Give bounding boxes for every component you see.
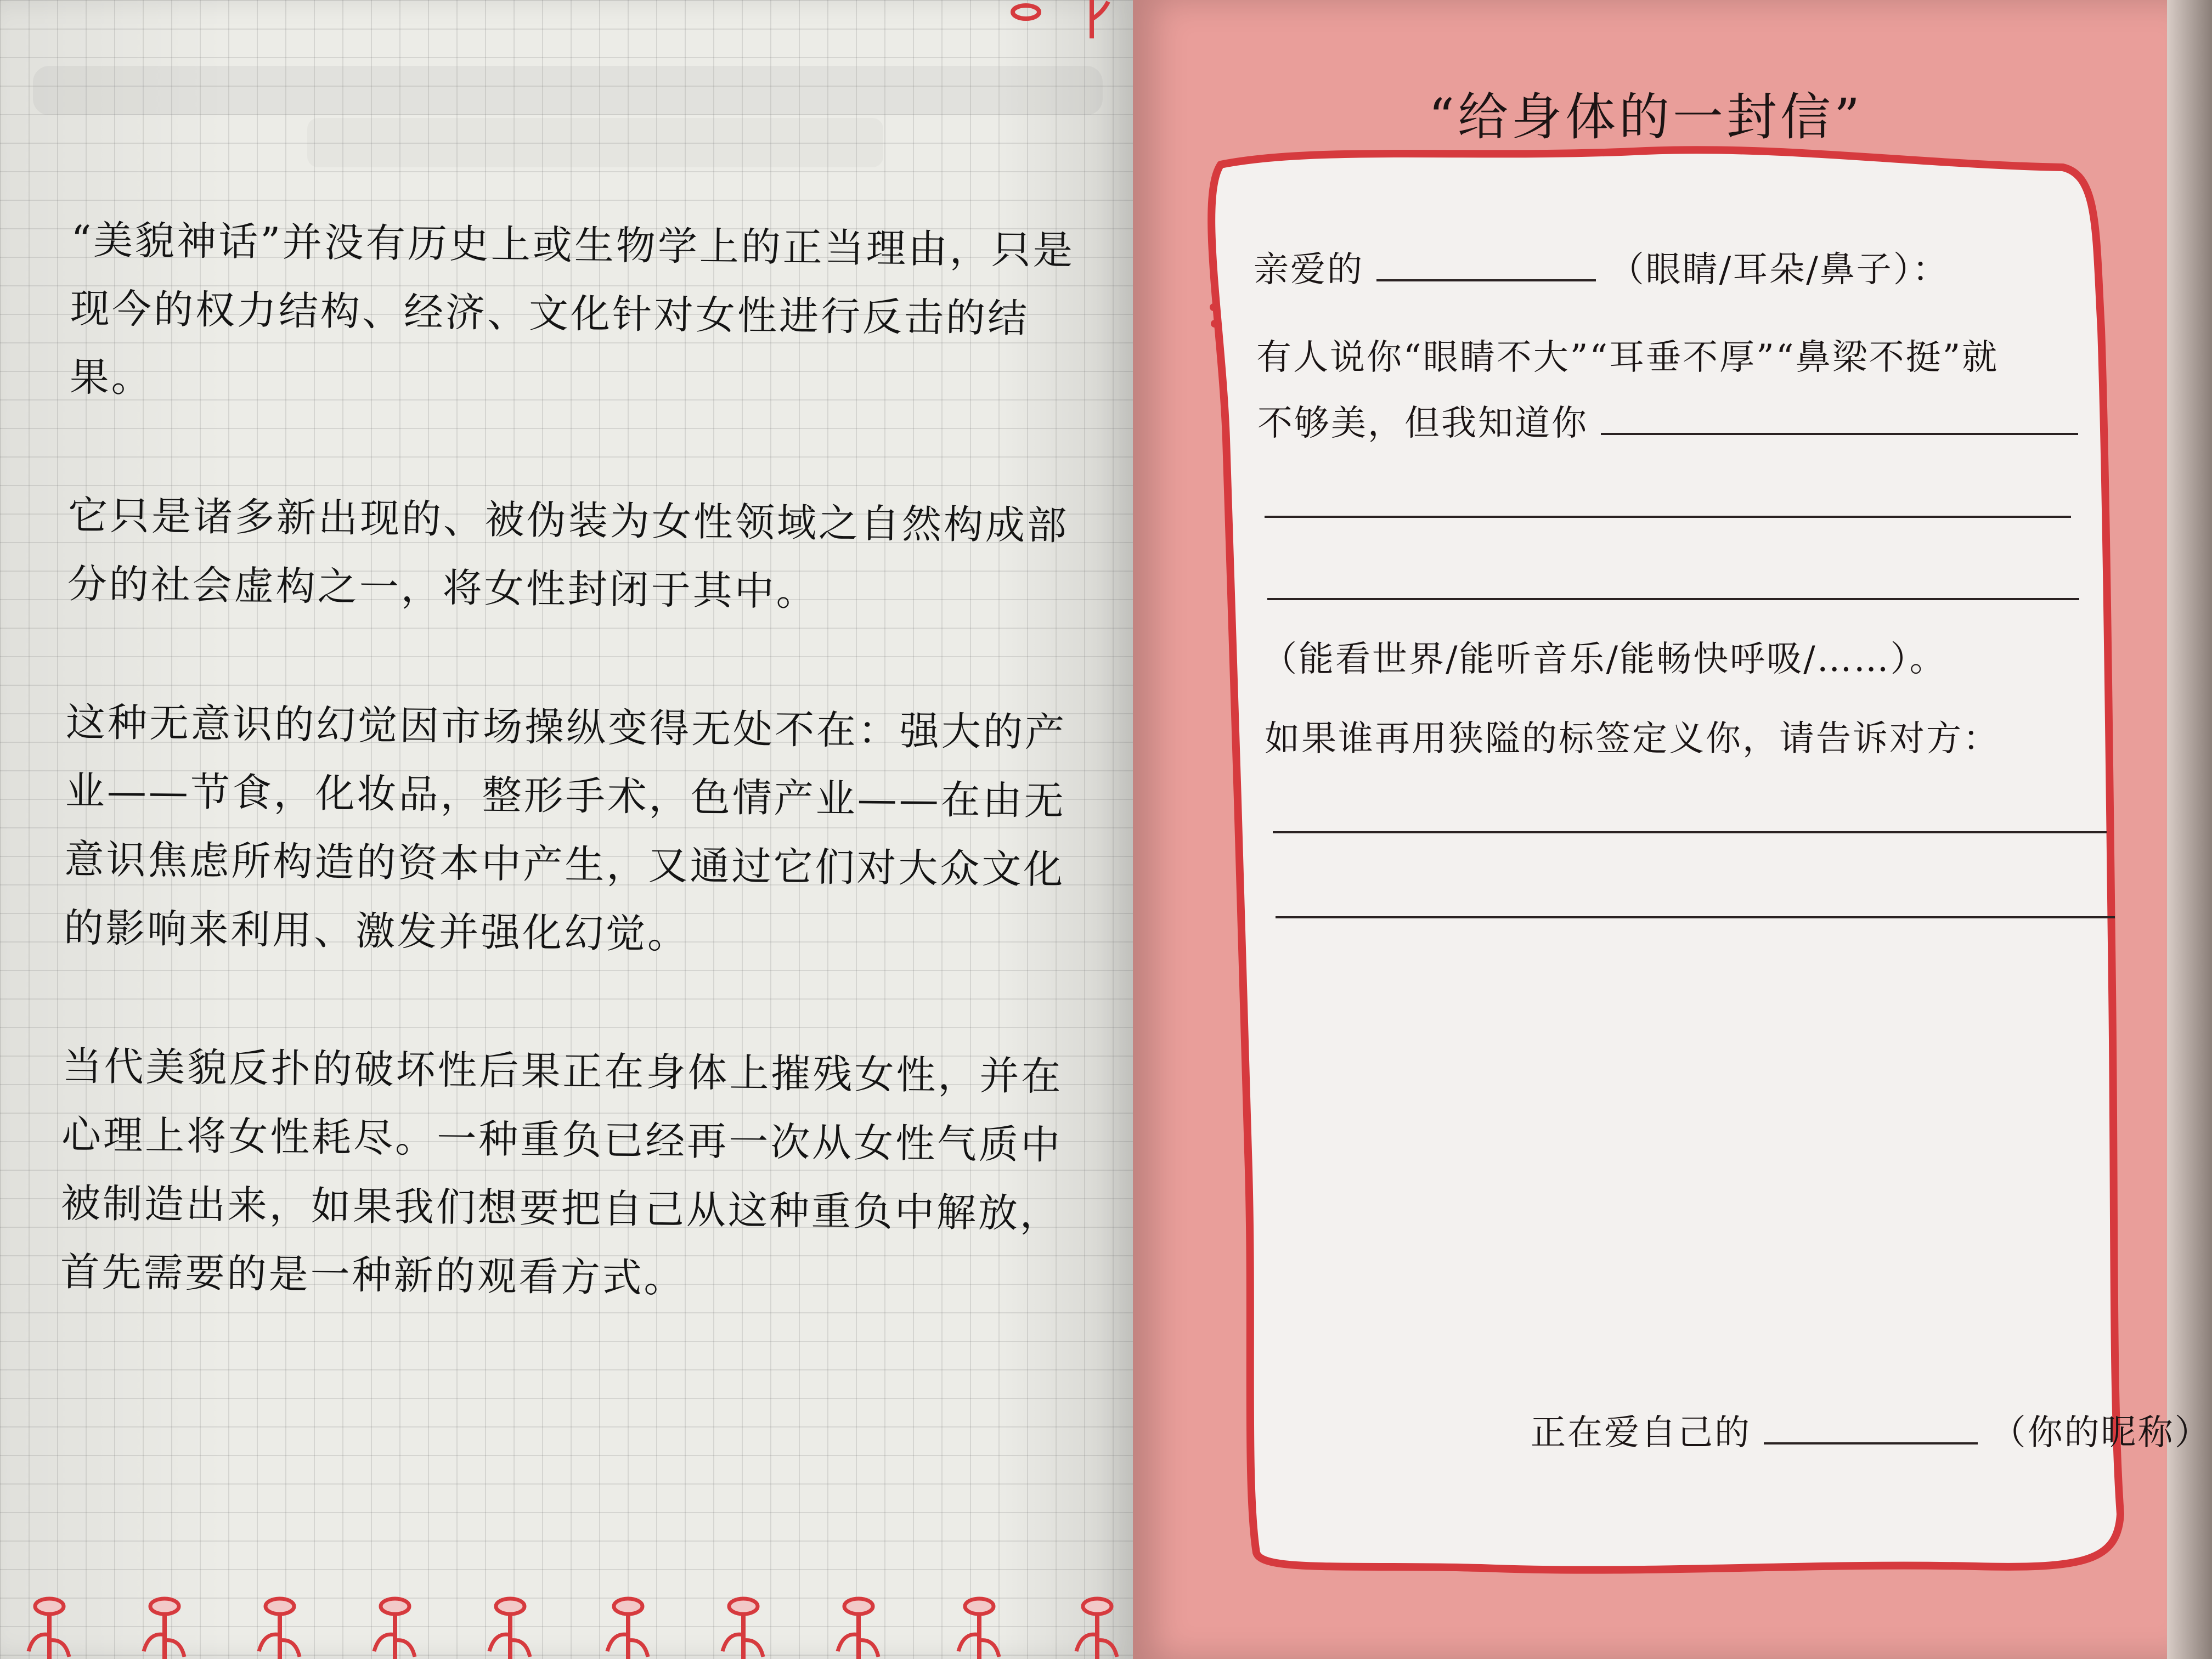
essay-paragraph: 这种无意识的幻觉因市场操纵变得无处不在：强大的产业——节食，化妆品，整形手术，色情产业——在由无意识焦虑所构造的资本中产生，又通过它们对大众文化的影响来利用、激发并强化幻觉。 xyxy=(63,698,1067,957)
hint-text: （能看世界/能听音乐/能畅快呼吸/……）。 xyxy=(1262,639,1946,680)
body-part-blank[interactable] xyxy=(1376,279,1596,281)
praise-label: 不够美，但我知道你 xyxy=(1257,403,1588,444)
writing-line[interactable] xyxy=(1273,831,2107,833)
nickname-blank[interactable] xyxy=(1764,1442,1978,1444)
signature-line xyxy=(1531,1404,2211,1455)
letter-title: “给身体的一封信” xyxy=(1428,88,1864,146)
writing-line[interactable] xyxy=(1267,598,2079,600)
salutation-label: 亲爱的 xyxy=(1254,250,1364,290)
signature-label: 正在爱自己的 xyxy=(1531,1413,1751,1453)
essay-paragraph: 它只是诸多新出现的、被伪装为女性领域之自然构成部分的社会虚构之一，将女性封闭于其中。 xyxy=(67,492,1069,615)
writing-line[interactable] xyxy=(1276,916,2115,918)
letter-line: 如果谁再用狭隘的标签定义你，请告诉对方： xyxy=(1265,719,2000,759)
essay-paragraph: 当代美貌反扑的破坏性后果正在身体上摧残女性，并在心理上将女性耗尽。一种重负已经再一次从女性气质中被制造出来，如果我们想要把自己从这种重负中解放，首先需要的是一种新的观看方式。 xyxy=(60,1042,1063,1301)
salutation-line xyxy=(1254,241,1949,292)
essay-paragraph: “美貌神话”并没有历史上或生物学上的正当理由，只是现今的权力结构、经济、文化针对女性进行反击的结果。 xyxy=(69,216,1075,401)
salutation-options: （眼睛/耳朵/鼻子）： xyxy=(1609,250,1949,290)
writing-line[interactable] xyxy=(1265,516,2071,518)
praise-blank[interactable] xyxy=(1601,433,2078,435)
praise-line xyxy=(1257,395,2078,445)
letter-line: 有人说你“眼睛不大”“耳垂不厚”“鼻梁不挺”就 xyxy=(1256,337,1999,378)
signature-hint: （你的昵称） xyxy=(1990,1413,2211,1453)
